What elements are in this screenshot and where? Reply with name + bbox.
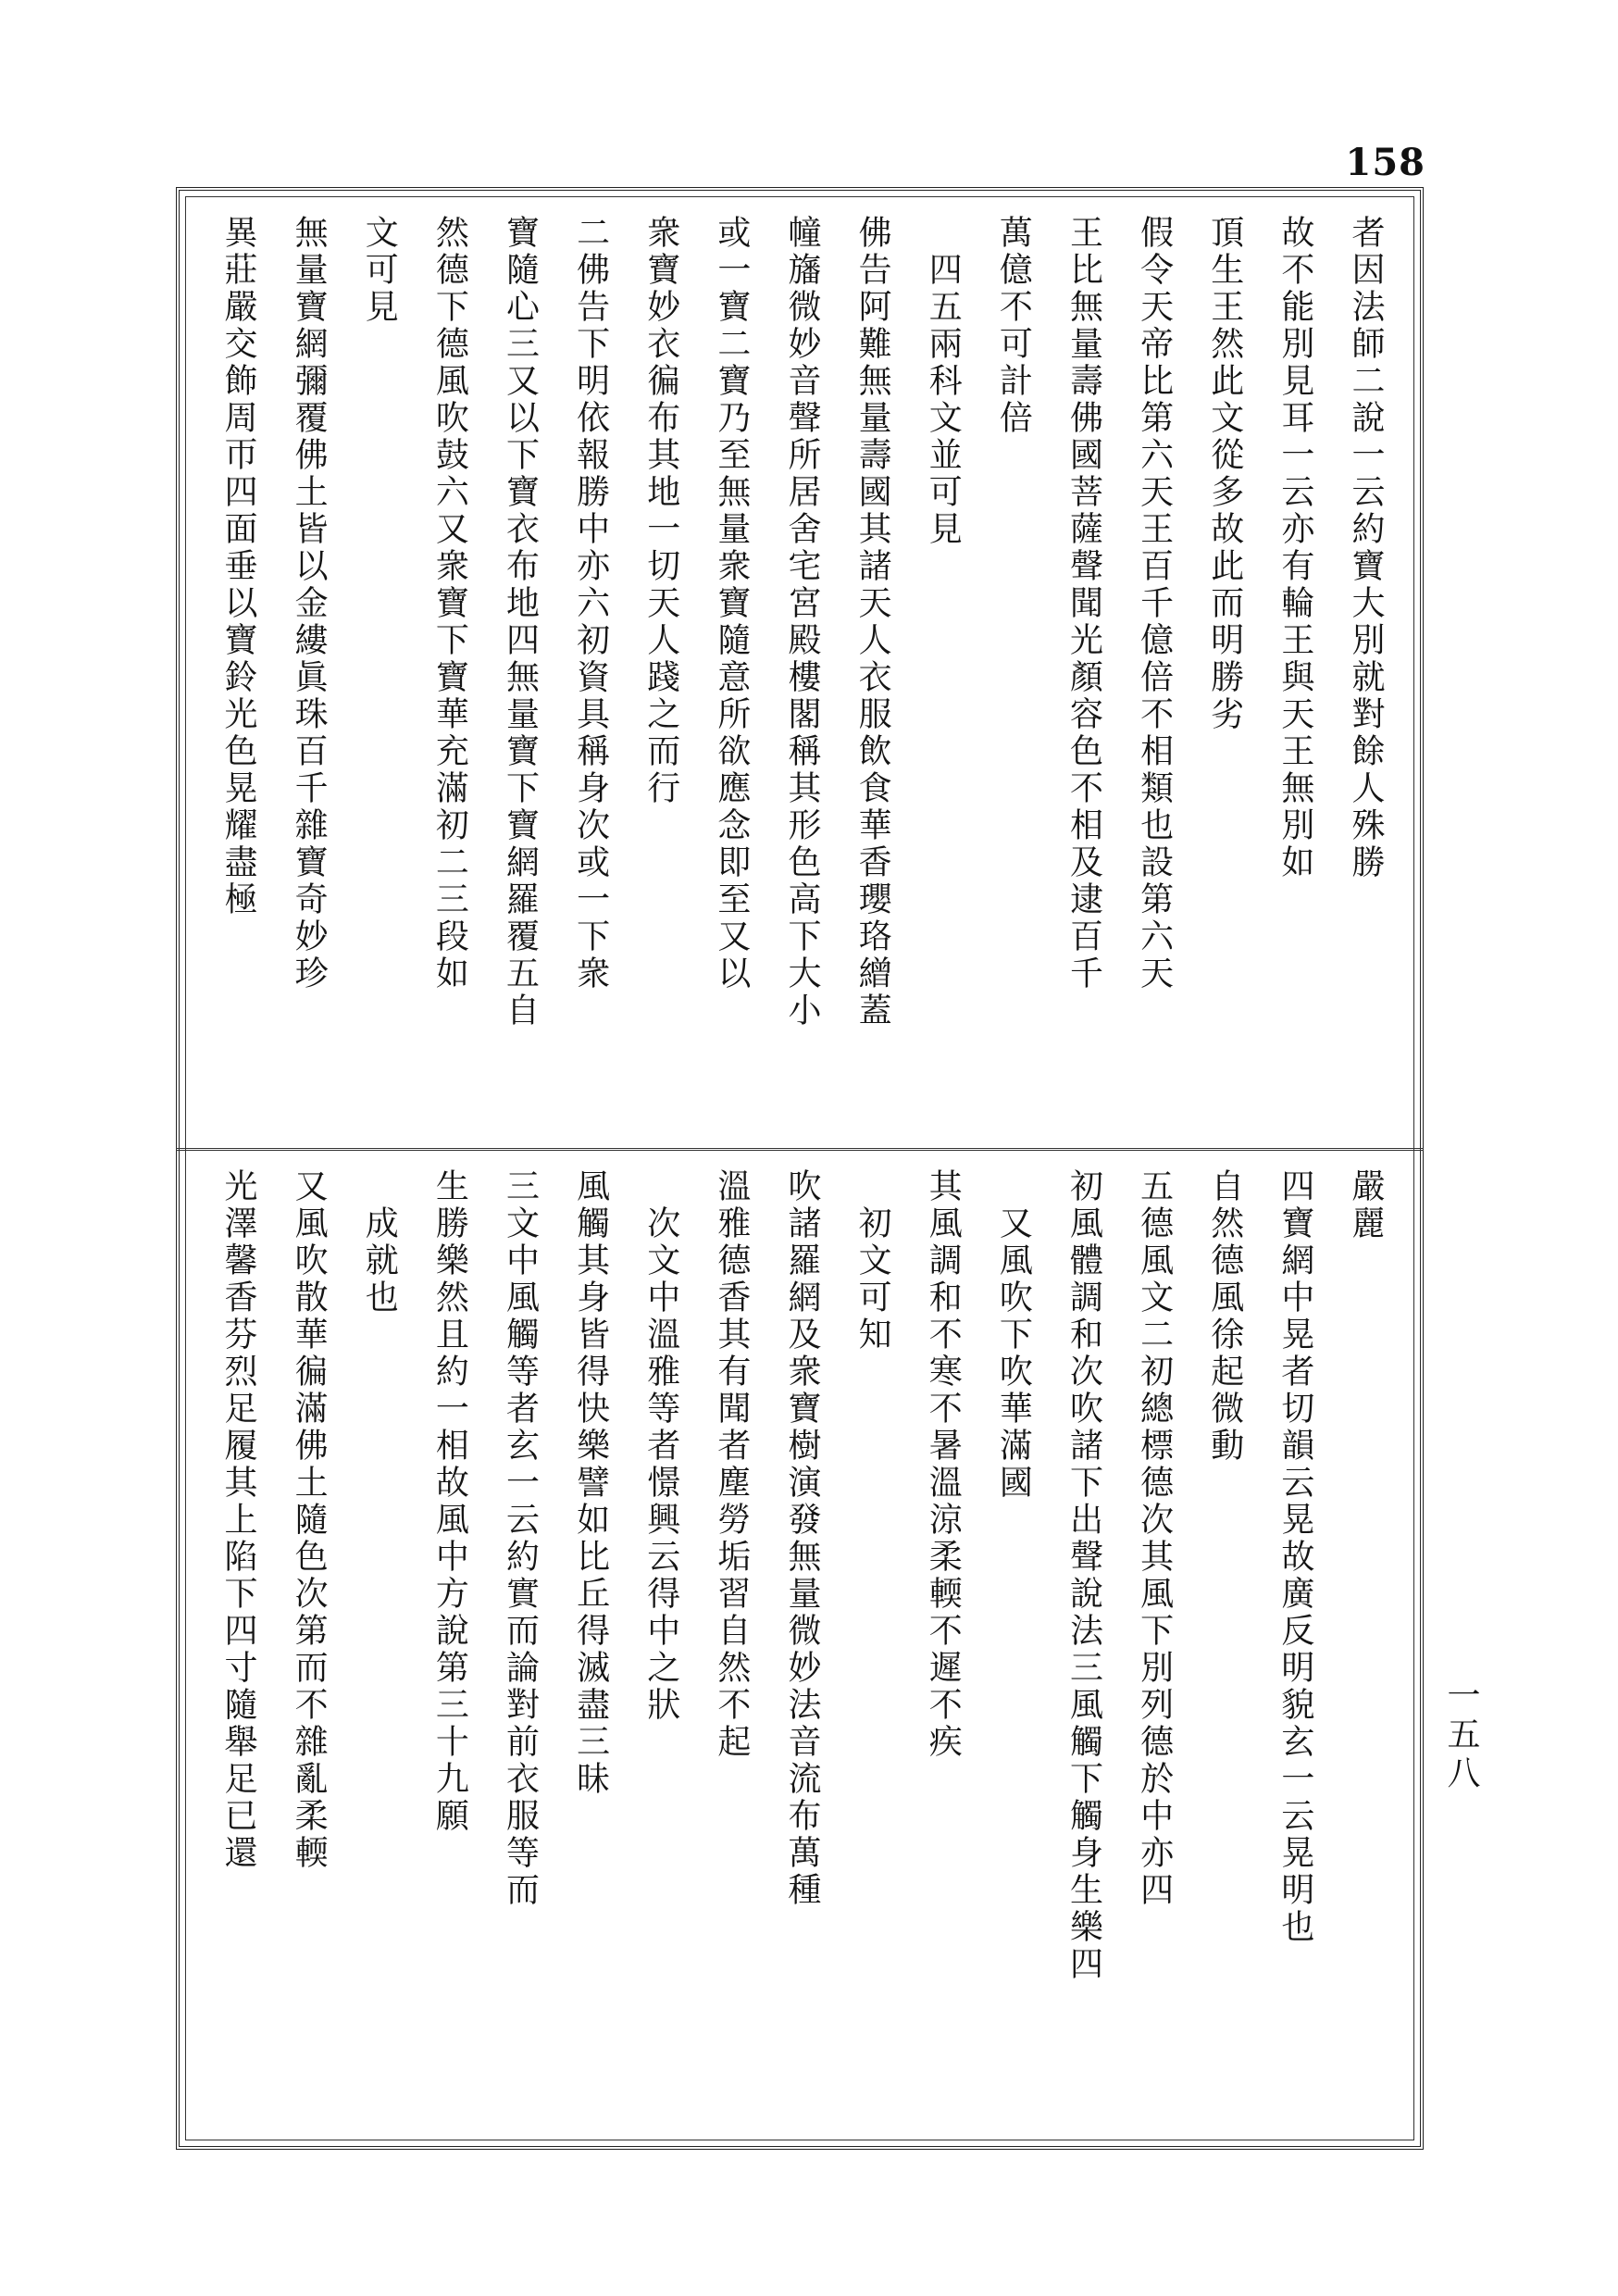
- text-column: 佛告阿難無量壽國其諸天人衣服飲食華香瓔珞繒蓋: [853, 215, 892, 1029]
- text-column: 嚴麗: [1347, 1168, 1385, 1242]
- text-column: 萬億不可計倍: [994, 215, 1033, 437]
- text-column: 三文中風觸等者玄一云約實而論對前衣服等而: [501, 1168, 540, 1909]
- text-column: 自然德風徐起微動: [1205, 1168, 1244, 1465]
- text-column: 吹諸羅網及衆寶樹演發無量微妙法音流布萬種: [783, 1168, 821, 1909]
- text-column: 王比無量壽佛國菩薩聲聞光顏容色不相及逮百千: [1064, 215, 1103, 992]
- text-column: 頂生王然此文從多故此而明勝劣: [1205, 215, 1244, 733]
- text-column: 二佛告下明依報勝中亦六初資具稱身次或一下衆: [571, 215, 610, 992]
- text-column: 風觸其身皆得快樂譬如比丘得滅盡三昧: [571, 1168, 610, 1798]
- text-column: 或一寶二寶乃至無量衆寶隨意所欲應念即至又以: [712, 215, 751, 992]
- text-column: 衆寶妙衣徧布其地一切天人踐之而行: [641, 215, 680, 807]
- text-column: 次文中溫雅等者憬興云得中之狀: [641, 1205, 680, 1724]
- text-column: 其風調和不寒不暑溫涼柔輭不遲不疾: [924, 1168, 963, 1761]
- text-column: 四五兩科文並可見: [924, 252, 963, 548]
- text-column: 五德風文二初總標德次其風下別列德於中亦四: [1135, 1168, 1174, 1909]
- text-column: 幢旛微妙音聲所居舍宅宮殿樓閣稱其形色高下大小: [783, 215, 821, 1029]
- text-column: 溫雅德香其有聞者塵勞垢習自然不起: [712, 1168, 751, 1761]
- page-number: 158: [1345, 141, 1425, 184]
- text-column: 又風吹散華徧滿佛土隨色次第而不雜亂柔輭: [290, 1168, 329, 1872]
- text-column: 寶隨心三又以下寶衣布地四無量寶下寶網羅覆五自: [501, 215, 540, 1029]
- text-column: 然德下德風吹鼓六又衆寶下寶華充滿初二三段如: [430, 215, 469, 992]
- text-column: 初文可知: [853, 1205, 892, 1354]
- text-column: 者因法師二說一云約寶大別就對餘人殊勝: [1347, 215, 1385, 881]
- text-column: 又風吹下吹華滿國: [994, 1205, 1033, 1502]
- upper-text-block: [205, 215, 1400, 1131]
- text-column: 生勝樂然且約一相故風中方說第三十九願: [430, 1168, 469, 1835]
- side-page-number: 一五八: [1442, 1678, 1480, 1794]
- text-column: 成就也: [360, 1205, 399, 1316]
- text-column: 無量寶網彌覆佛土皆以金縷眞珠百千雜寶奇妙珍: [290, 215, 329, 992]
- lower-text-block: [205, 1168, 1400, 2131]
- text-column: 四寶網中晃者切韻云晃故廣反明貌玄一云晃明也: [1276, 1168, 1314, 1946]
- text-column: 光澤馨香芬烈足履其上陷下四寸隨舉足已還: [219, 1168, 257, 1872]
- text-column: 故不能別見耳一云亦有輪王與天王無別如: [1276, 215, 1314, 881]
- text-column: 初風體調和次吹諸下出聲說法三風觸下觸身生樂四: [1064, 1168, 1103, 1983]
- text-column: 異莊嚴交飾周帀四面垂以寶鈴光色晃耀盡極: [219, 215, 257, 918]
- section-divider: [176, 1148, 1424, 1151]
- text-column: 假令天帝比第六天王百千億倍不相類也設第六天: [1135, 215, 1174, 992]
- text-column: 文可見: [360, 215, 399, 326]
